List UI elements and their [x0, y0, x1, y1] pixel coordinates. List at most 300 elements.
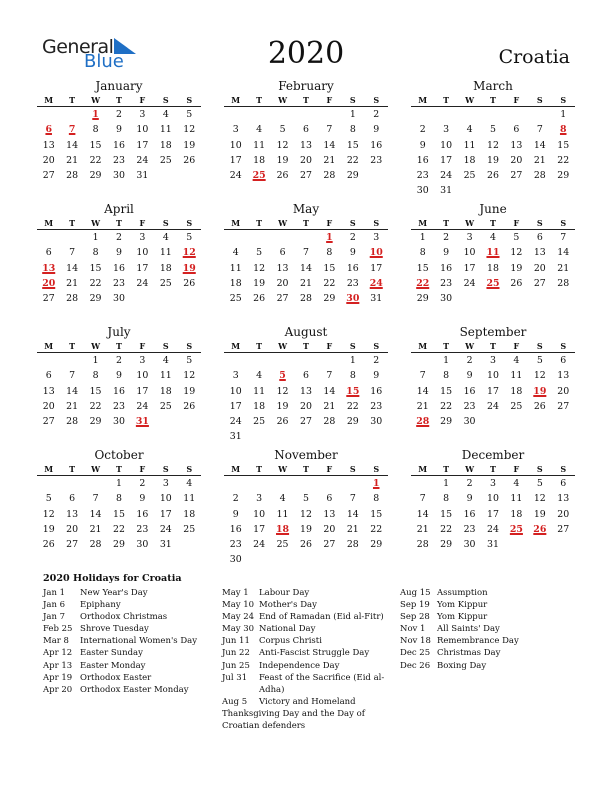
- holiday-entry: [222, 696, 387, 732]
- week-row: [224, 245, 388, 260]
- holiday-day: 12: [182, 247, 196, 259]
- holiday-date: Aug 5: [222, 696, 248, 707]
- weekday-label: M: [231, 95, 241, 105]
- empty-cell: [60, 353, 83, 368]
- day-cell: 8: [349, 370, 356, 382]
- holiday-name: Yom Kippur: [437, 600, 488, 611]
- holiday-name: Remembrance Day: [437, 636, 519, 647]
- day-cell: 24: [229, 416, 242, 428]
- day-cell: 10: [136, 370, 149, 382]
- holiday-day: 26: [533, 523, 547, 535]
- day-cell: 3: [232, 370, 239, 382]
- empty-cell: [247, 353, 270, 368]
- day-cell: 5: [256, 247, 263, 259]
- day-cell: 29: [89, 416, 102, 428]
- day-cell: 9: [466, 493, 473, 505]
- weekday-label: T: [490, 464, 496, 474]
- weekday-label: T: [443, 95, 450, 105]
- day-cell: 8: [443, 370, 450, 382]
- day-cell: 30: [113, 416, 125, 428]
- day-cell: 1: [349, 109, 356, 120]
- holiday-column: [400, 587, 570, 672]
- day-cell: 13: [42, 385, 55, 397]
- holiday-day: 15: [346, 385, 360, 397]
- month-january: [37, 79, 201, 183]
- month-header: [37, 202, 201, 230]
- weekday-label: M: [231, 218, 241, 228]
- week-row: [37, 261, 201, 276]
- holiday-name: End of Ramadan (Eid al-Fitr): [259, 612, 384, 623]
- day-cell: 22: [440, 523, 453, 535]
- month-header: [411, 202, 575, 230]
- day-cell: 16: [113, 139, 125, 151]
- empty-cell: [528, 107, 551, 122]
- day-cell: 21: [416, 400, 429, 412]
- day-cell: 15: [440, 385, 453, 397]
- weekday-label: S: [349, 95, 356, 105]
- week-row: [37, 368, 201, 383]
- day-cell: 4: [489, 232, 496, 243]
- day-cell: 5: [45, 493, 52, 505]
- day-cell: 20: [533, 262, 546, 274]
- month-name: May: [292, 202, 320, 216]
- week-row: [37, 476, 201, 491]
- weekday-label: T: [256, 341, 263, 351]
- day-cell: 26: [487, 170, 499, 182]
- weekday-row: [37, 94, 201, 106]
- day-cell: 27: [42, 293, 55, 305]
- day-cell: 22: [323, 277, 336, 289]
- holiday-name: Victory and Homeland Thanksgiving Day and the Day of Croatian defenders: [222, 696, 365, 732]
- day-cell: 2: [443, 232, 450, 243]
- week-row: [411, 261, 575, 276]
- day-cell: 23: [113, 154, 125, 166]
- day-cell: 26: [276, 170, 289, 182]
- day-cell: 24: [487, 400, 499, 412]
- empty-cell: [271, 353, 294, 368]
- week-row: [224, 414, 388, 429]
- day-cell: 9: [115, 370, 122, 382]
- day-cell: 15: [557, 139, 570, 151]
- weekday-label: S: [186, 218, 193, 228]
- holiday-name: National Day: [259, 624, 316, 635]
- week-row: [37, 414, 201, 429]
- holiday-day: 25: [509, 523, 523, 535]
- empty-cell: [365, 168, 388, 183]
- day-cell: 28: [323, 416, 336, 428]
- weekday-label: W: [278, 95, 288, 105]
- weekday-label: T: [69, 464, 76, 474]
- month-july: [37, 325, 201, 429]
- holiday-date: Jul 31: [222, 672, 248, 683]
- day-cell: 27: [276, 293, 289, 305]
- day-cell: 16: [113, 262, 125, 274]
- weekday-label: S: [373, 95, 380, 105]
- day-cell: 10: [229, 385, 242, 397]
- day-cell: 6: [45, 370, 52, 382]
- holiday-name: New Year's Day: [80, 588, 148, 598]
- week-row: [411, 399, 575, 414]
- weekday-label: M: [418, 95, 428, 105]
- weekday-row: [411, 94, 575, 106]
- holiday-day: 19: [182, 262, 196, 274]
- day-cell: 28: [533, 170, 546, 182]
- day-cell: 4: [513, 355, 520, 366]
- day-cell: 27: [323, 539, 336, 551]
- day-cell: 26: [276, 416, 289, 428]
- week-row: [224, 399, 388, 414]
- week-row: [224, 107, 388, 122]
- day-cell: 16: [463, 508, 476, 520]
- empty-cell: [247, 476, 270, 491]
- year-title: 2020: [267, 36, 345, 71]
- day-cell: 28: [557, 277, 570, 289]
- day-cell: 17: [136, 385, 149, 397]
- holiday-date: Nov 1: [400, 624, 426, 635]
- day-cell: 1: [115, 478, 122, 489]
- day-cell: 20: [300, 154, 312, 166]
- empty-cell: [528, 537, 551, 552]
- weekday-label: S: [536, 218, 543, 228]
- week-row: [37, 507, 201, 522]
- month-name: January: [95, 79, 143, 93]
- month-april: [37, 202, 201, 306]
- day-cell: 14: [346, 508, 359, 520]
- day-cell: 19: [300, 523, 312, 535]
- day-cell: 20: [323, 523, 336, 535]
- holiday-name: Shrove Tuesday: [80, 624, 149, 635]
- day-cell: 3: [139, 109, 146, 120]
- empty-cell: [131, 291, 154, 306]
- week-row: [224, 353, 388, 368]
- day-cell: 16: [416, 154, 429, 166]
- day-cell: 12: [533, 370, 546, 382]
- holiday-column: [43, 587, 218, 696]
- holiday-name: Orthodox Easter: [80, 672, 152, 683]
- day-cell: 1: [443, 478, 450, 489]
- day-cell: 5: [536, 478, 543, 489]
- week-row: [224, 476, 388, 491]
- day-cell: 12: [276, 385, 289, 397]
- day-cell: 8: [92, 370, 99, 382]
- weekday-label: T: [303, 464, 309, 474]
- empty-cell: [37, 476, 60, 491]
- day-cell: 25: [159, 277, 172, 289]
- day-cell: 8: [419, 247, 426, 259]
- day-cell: 22: [89, 400, 102, 412]
- day-cell: 24: [136, 277, 149, 289]
- day-cell: 28: [66, 416, 79, 428]
- day-cell: 12: [300, 508, 312, 520]
- day-cell: 20: [42, 400, 55, 412]
- holiday-date: May 30: [222, 624, 255, 635]
- empty-cell: [411, 353, 434, 368]
- week-row: [411, 384, 575, 399]
- holiday-entry: [400, 587, 570, 599]
- week-row: [411, 537, 575, 552]
- holiday-date: Jan 6: [43, 600, 66, 611]
- holiday-name: Mother's Day: [259, 600, 317, 611]
- day-cell: 26: [533, 400, 546, 412]
- day-cell: 17: [136, 139, 149, 151]
- day-cell: 22: [89, 277, 102, 289]
- holiday-day: 19: [533, 385, 547, 397]
- day-cell: 6: [45, 247, 52, 259]
- weekday-label: S: [536, 95, 543, 105]
- day-cell: 14: [416, 385, 429, 397]
- day-cell: 30: [463, 539, 476, 551]
- day-cell: 9: [373, 124, 380, 136]
- weekday-label: S: [349, 464, 356, 474]
- empty-cell: [318, 107, 341, 122]
- day-cell: 13: [300, 139, 312, 151]
- empty-cell: [154, 291, 177, 306]
- weekday-label: F: [326, 95, 333, 105]
- day-cell: 29: [346, 416, 359, 428]
- day-cell: 5: [186, 109, 193, 120]
- country-name: Croatia: [498, 46, 570, 68]
- holiday-entry: [222, 599, 387, 611]
- weekday-label: M: [44, 341, 54, 351]
- holiday-date: Apr 13: [43, 660, 73, 671]
- weekday-label: W: [465, 464, 475, 474]
- empty-cell: [294, 353, 317, 368]
- day-cell: 26: [183, 400, 196, 412]
- empty-cell: [37, 353, 60, 368]
- holiday-name: Boxing Day: [437, 660, 487, 671]
- day-cell: 5: [186, 232, 193, 243]
- weekday-label: T: [303, 341, 309, 351]
- holiday-date: Nov 18: [400, 636, 431, 647]
- weekday-label: T: [490, 218, 496, 228]
- empty-cell: [294, 552, 317, 567]
- day-cell: 11: [159, 124, 172, 136]
- day-cell: 17: [229, 400, 242, 412]
- day-cell: 24: [136, 400, 149, 412]
- day-cell: 15: [440, 508, 453, 520]
- day-cell: 18: [510, 385, 523, 397]
- day-cell: 19: [533, 508, 546, 520]
- empty-cell: [411, 476, 434, 491]
- holiday-day: 11: [486, 247, 500, 259]
- day-cell: 9: [373, 370, 380, 382]
- month-header: [411, 325, 575, 353]
- day-cell: 13: [323, 508, 336, 520]
- week-row: [224, 552, 388, 567]
- weekday-label: T: [256, 218, 263, 228]
- day-cell: 8: [443, 493, 450, 505]
- day-cell: 23: [370, 400, 383, 412]
- week-row: [37, 384, 201, 399]
- week-row: [224, 491, 388, 506]
- empty-cell: [552, 537, 575, 552]
- weekday-label: F: [139, 464, 146, 474]
- holiday-entry: [43, 611, 218, 623]
- weekday-label: T: [490, 341, 496, 351]
- day-cell: 6: [560, 478, 567, 489]
- holiday-date: May 10: [222, 600, 255, 611]
- day-cell: 2: [232, 493, 239, 505]
- holiday-name: Anti-Fascist Struggle Day: [259, 648, 370, 659]
- empty-cell: [481, 291, 504, 306]
- empty-cell: [60, 230, 83, 245]
- week-row: [411, 276, 575, 291]
- day-cell: 23: [370, 154, 383, 166]
- weekday-label: F: [139, 218, 146, 228]
- day-cell: 12: [487, 139, 499, 151]
- day-cell: 8: [92, 247, 99, 259]
- day-cell: 30: [229, 554, 242, 566]
- day-cell: 23: [229, 539, 242, 551]
- week-row: [37, 522, 201, 537]
- holiday-name: Independence Day: [259, 660, 340, 671]
- holiday-date: Apr 20: [43, 684, 73, 695]
- day-cell: 9: [232, 508, 239, 520]
- weekday-label: T: [69, 341, 76, 351]
- day-cell: 24: [159, 523, 172, 535]
- holiday-date: Jun 22: [222, 648, 250, 659]
- month-name: March: [473, 79, 513, 93]
- empty-cell: [341, 552, 364, 567]
- empty-cell: [318, 476, 341, 491]
- holiday-name: Assumption: [437, 588, 488, 598]
- day-cell: 31: [370, 293, 383, 305]
- day-cell: 14: [66, 139, 79, 151]
- empty-cell: [247, 230, 270, 245]
- holiday-entry: [43, 660, 218, 672]
- weekday-label: T: [116, 95, 122, 105]
- holiday-date: Jun 25: [222, 660, 250, 671]
- holiday-entry: [222, 660, 387, 672]
- holiday-name: Christmas Day: [437, 648, 501, 659]
- day-cell: 19: [510, 262, 523, 274]
- day-cell: 1: [92, 355, 99, 366]
- empty-cell: [552, 414, 575, 429]
- empty-cell: [505, 291, 528, 306]
- empty-cell: [341, 476, 364, 491]
- day-cell: 9: [115, 124, 122, 136]
- day-cell: 13: [42, 139, 55, 151]
- holiday-entry: [400, 599, 570, 611]
- weekday-label: F: [139, 341, 146, 351]
- day-cell: 3: [232, 124, 239, 136]
- week-row: [224, 261, 388, 276]
- holiday-date: Apr 12: [43, 648, 73, 659]
- day-cell: 7: [536, 124, 543, 136]
- weekday-row: [224, 94, 388, 106]
- holiday-entry: [400, 611, 570, 623]
- day-cell: 11: [253, 139, 266, 151]
- week-row: [224, 507, 388, 522]
- day-cell: 2: [373, 109, 380, 120]
- weekday-label: T: [116, 341, 122, 351]
- day-cell: 21: [300, 277, 312, 289]
- empty-cell: [271, 552, 294, 567]
- week-row: [224, 384, 388, 399]
- week-row: [224, 537, 388, 552]
- holiday-name: Easter Monday: [80, 660, 146, 671]
- day-cell: 23: [113, 277, 125, 289]
- day-cell: 28: [89, 539, 102, 551]
- day-cell: 14: [323, 385, 336, 397]
- day-cell: 6: [326, 493, 333, 505]
- day-cell: 21: [66, 400, 79, 412]
- day-cell: 24: [253, 539, 266, 551]
- weekday-label: S: [349, 341, 356, 351]
- week-row: [411, 291, 575, 306]
- empty-cell: [294, 476, 317, 491]
- holiday-date: May 24: [222, 612, 255, 623]
- week-row: [37, 245, 201, 260]
- day-cell: 7: [92, 493, 99, 505]
- week-row: [411, 353, 575, 368]
- weekday-label: T: [443, 341, 450, 351]
- empty-cell: [224, 230, 247, 245]
- day-cell: 16: [370, 385, 383, 397]
- week-row: [224, 230, 388, 245]
- day-cell: 8: [373, 493, 380, 505]
- empty-cell: [84, 476, 107, 491]
- day-cell: 10: [463, 247, 476, 259]
- month-june: [411, 202, 575, 306]
- day-cell: 27: [557, 400, 570, 412]
- empty-cell: [37, 107, 60, 122]
- holiday-entry: [222, 587, 387, 599]
- empty-cell: [271, 107, 294, 122]
- day-cell: 27: [533, 277, 546, 289]
- week-row: [224, 153, 388, 168]
- day-cell: 13: [557, 370, 570, 382]
- day-cell: 27: [300, 170, 312, 182]
- day-cell: 25: [159, 154, 172, 166]
- holiday-name: Corpus Christi: [259, 636, 322, 647]
- weekday-label: F: [513, 341, 520, 351]
- day-cell: 27: [300, 416, 312, 428]
- empty-cell: [458, 107, 481, 122]
- week-row: [37, 153, 201, 168]
- empty-cell: [552, 183, 575, 198]
- day-cell: 18: [463, 154, 476, 166]
- empty-cell: [294, 230, 317, 245]
- day-cell: 1: [443, 355, 450, 366]
- day-cell: 7: [69, 247, 76, 259]
- day-cell: 29: [113, 539, 125, 551]
- week-row: [37, 122, 201, 137]
- month-name: September: [459, 325, 527, 339]
- weekday-label: S: [373, 218, 380, 228]
- day-cell: 7: [349, 493, 356, 505]
- weekday-row: [37, 340, 201, 352]
- holiday-day: 31: [135, 416, 149, 428]
- day-cell: 9: [349, 247, 356, 259]
- weekday-label: T: [443, 218, 450, 228]
- day-cell: 24: [229, 170, 242, 182]
- day-cell: 17: [159, 508, 172, 520]
- day-cell: 13: [510, 139, 523, 151]
- day-cell: 4: [466, 124, 473, 136]
- day-cell: 2: [349, 232, 356, 243]
- day-cell: 23: [136, 523, 149, 535]
- day-cell: 26: [183, 277, 196, 289]
- holiday-name: Yom Kippur: [437, 612, 488, 623]
- holiday-entry: [400, 623, 570, 635]
- weekday-label: W: [91, 218, 101, 228]
- day-cell: 19: [253, 277, 266, 289]
- day-cell: 19: [42, 523, 55, 535]
- day-cell: 4: [186, 478, 193, 489]
- empty-cell: [458, 183, 481, 198]
- holiday-day: 5: [279, 370, 286, 382]
